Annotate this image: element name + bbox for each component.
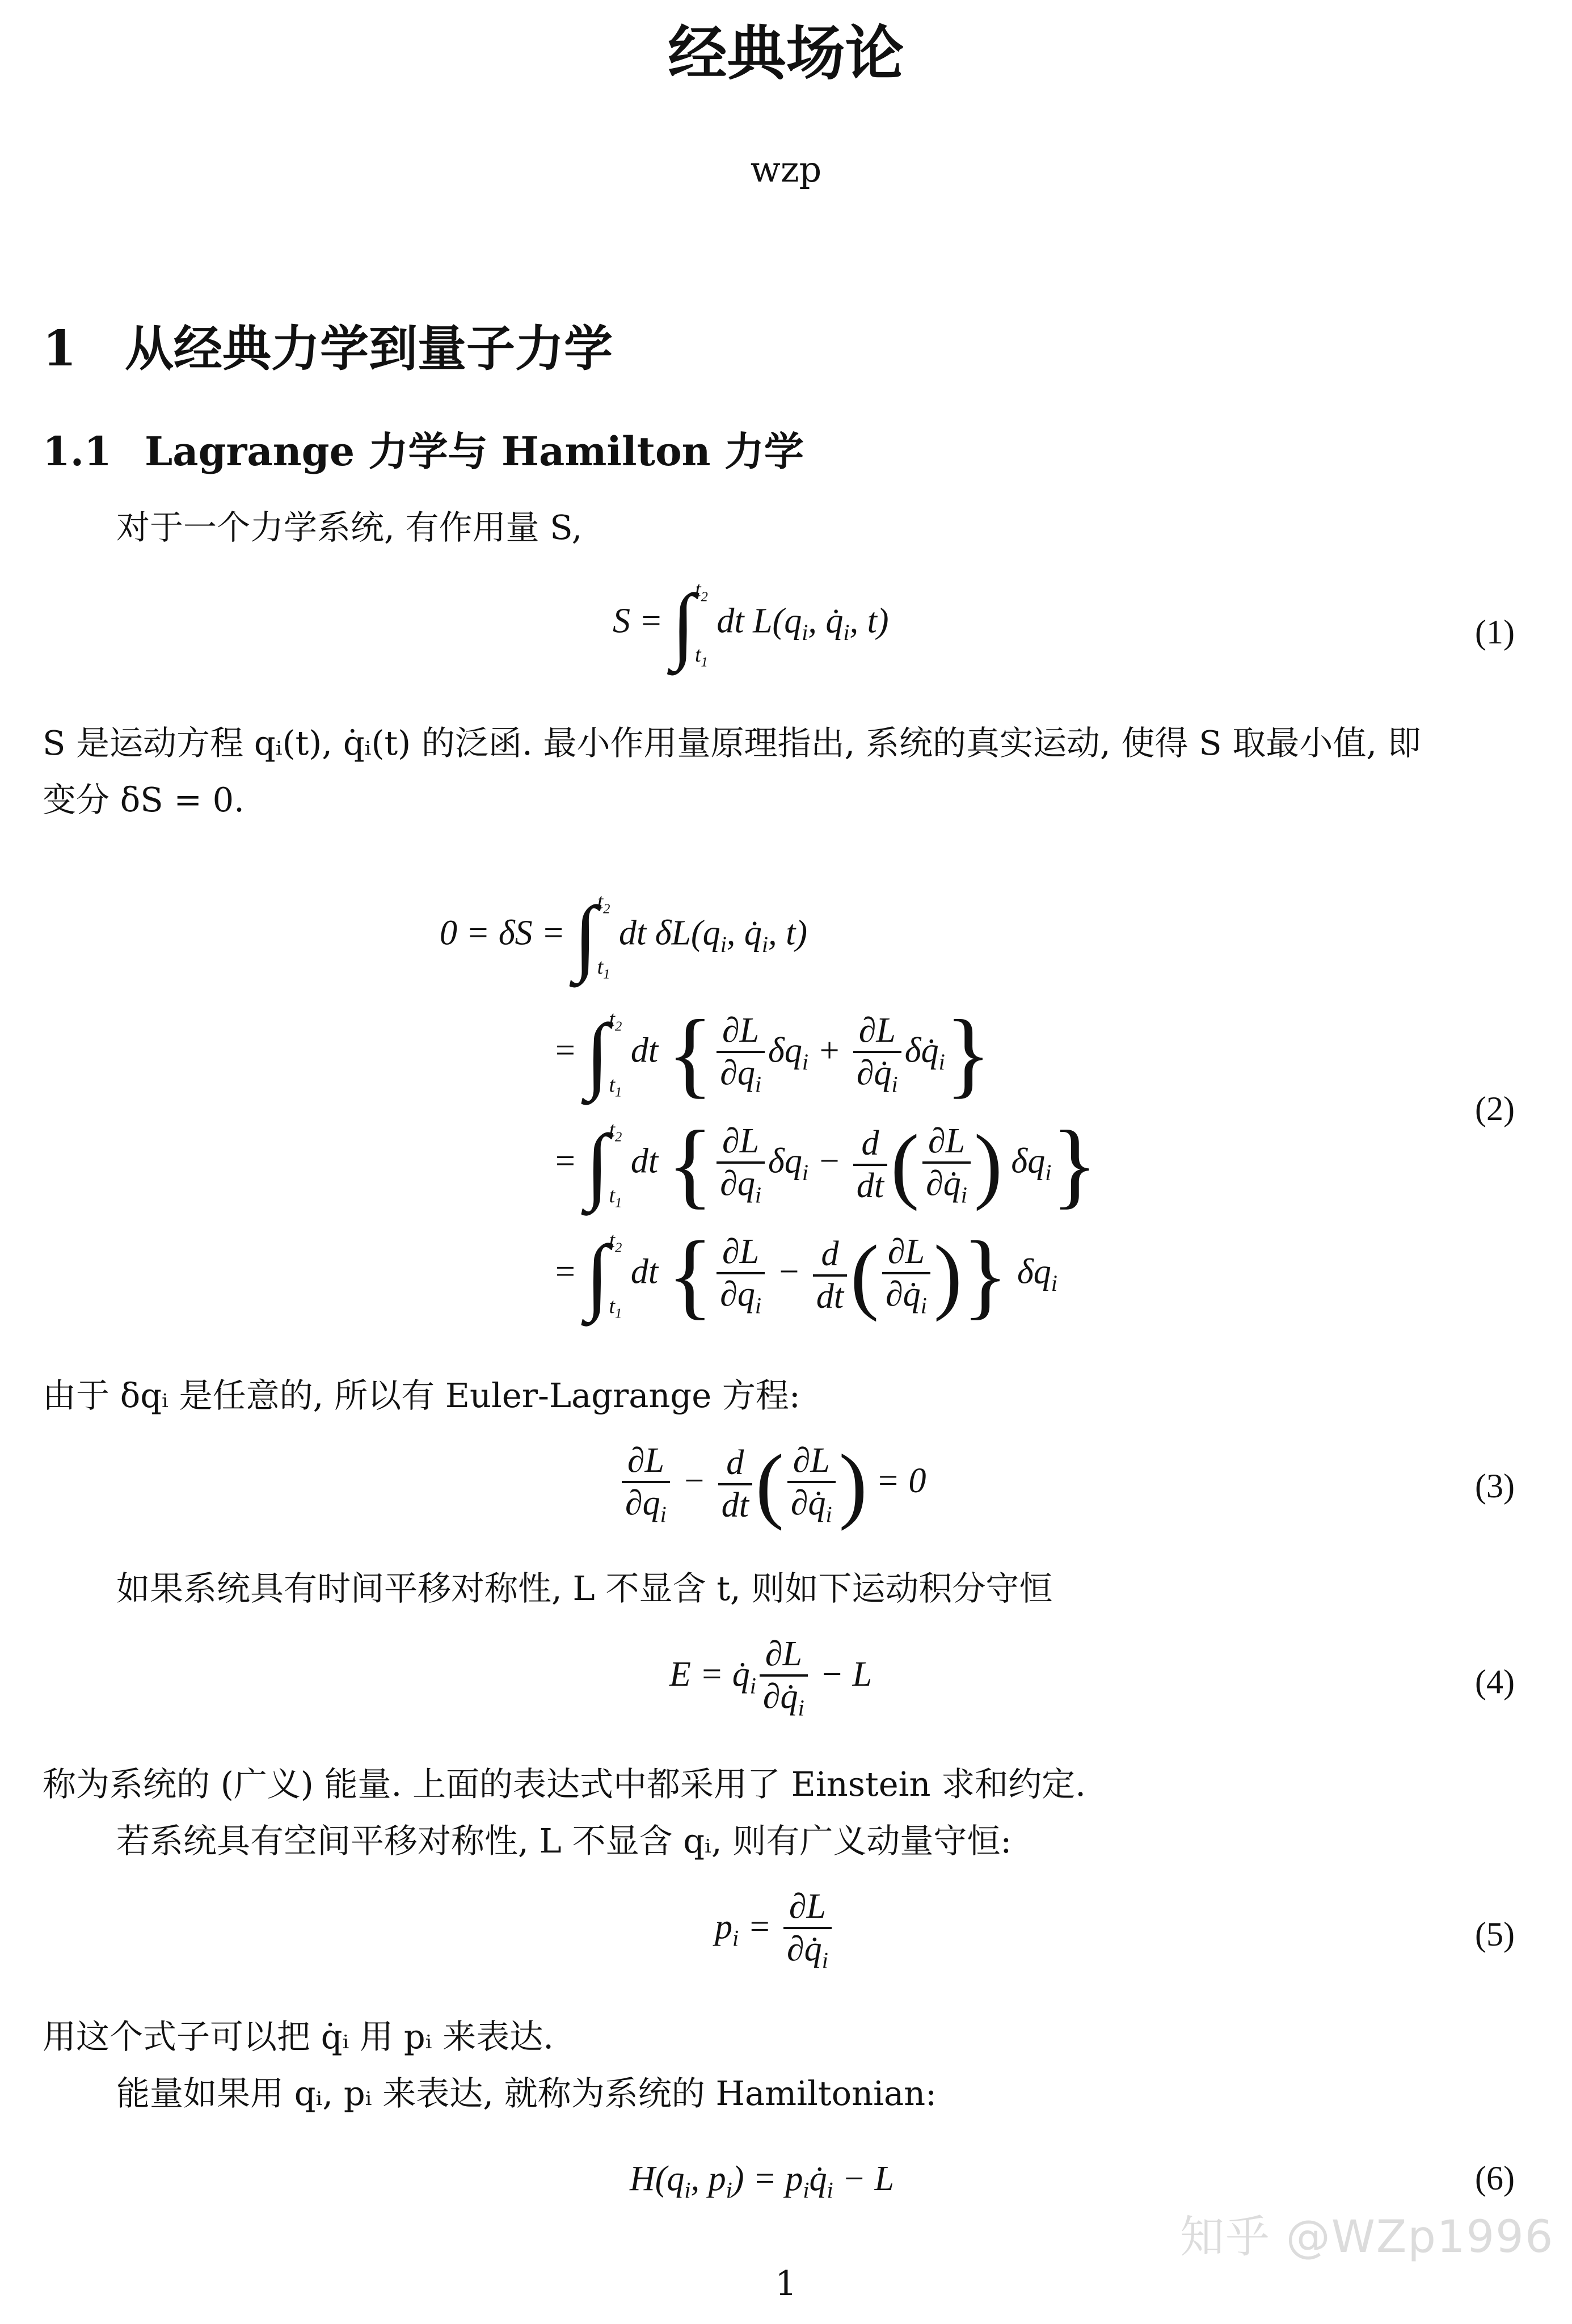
equation-4-body: $E = q̇_i$ $\frac{\partial L}{\partial q̇_i}$ − L: [669, 1635, 873, 1721]
equation-2-line-2: = ∫ $t_2$ $t_1$ dt { $\frac{\partial L}{\partial q_i}$ $\delta q_i$ + $\frac{\partial L}{\partial q̇_i}$ $\delta q̇_i$}: [553, 1000, 992, 1107]
equation-2-line-4: = ∫ $t_2$ $t_1$ dt { $\frac{\partial L}{\partial q_i}$ − $\frac{d}{dt}$ ( $\frac{\partial L}{\partial q̇_i}$ )} $\delta q_i$: [553, 1222, 1057, 1328]
equation-3: [0, 1435, 1572, 1549]
paragraph-1: 对于一个力学系统, 有作用量 S,: [116, 508, 583, 547]
paragraph-2-line-1: S 是运动方程 qᵢ(t), q̇ᵢ(t) 的泛函. 最小作用量原理指出, 系统的真实运动, 使得 S 取最小值, 即: [43, 723, 1421, 763]
section-number: 1: [43, 320, 77, 377]
equation-4-number: (4): [1475, 1663, 1515, 1700]
equation-2-line-3: = ∫ $t_2$ $t_1$ dt { $\frac{\partial L}{\partial q_i}$ $\delta q_i$ − $\frac{d}{dt}$ ( $\frac{\partial L}{\partial q̇_i}$ ) $\delta q_i$}: [553, 1111, 1098, 1218]
document-title: 经典场论: [668, 18, 904, 88]
equation-3-body: $\frac{\partial L}{\partial q_i}$ − $\frac{d}{dt}$ ( $\frac{\partial L}{\partial q̇_i}$ ) = 0: [618, 1435, 926, 1533]
subsection-number: 1.1: [43, 428, 112, 475]
equation-6-body: $H(q_i$, $p_i$) = $p_iq̇_i - L$: [630, 2159, 895, 2203]
equation-5: [0, 1887, 1572, 1994]
equation-1-body: S = ∫ $t_2$ $t_1$ dt $L(q_i$, $q̇_i$, t): [613, 577, 889, 672]
page-number: 1: [775, 2264, 797, 2304]
paragraph-3: 由于 δqᵢ 是任意的, 所以有 Euler-Lagrange 方程:: [43, 1376, 800, 1415]
equation-2-number: (2): [1475, 1090, 1515, 1127]
equation-3-number: (3): [1475, 1467, 1515, 1505]
section-heading: [43, 309, 613, 380]
watermark: 知乎 @WZp1996: [1180, 2212, 1554, 2263]
paragraph-2-line-2: 变分 δS = 0.: [43, 780, 245, 819]
equation-6-number: (6): [1475, 2159, 1515, 2197]
equation-1: [0, 579, 1572, 692]
paragraph-8: 能量如果用 qᵢ, pᵢ 来表达, 就称为系统的 Hamiltonian:: [116, 2074, 937, 2113]
section-title: 从经典力学到量子力学: [125, 320, 613, 377]
equation-1-number: (1): [1475, 613, 1515, 651]
equation-5-body: $p_i$ = $\frac{\partial L}{\partial q̇_i}$: [715, 1887, 835, 1973]
equation-2: [0, 891, 1572, 1345]
equation-5-number: (5): [1475, 1915, 1515, 1953]
subsection-heading: [43, 420, 804, 477]
paragraph-4: 如果系统具有时间平移对称性, L 不显含 t, 则如下运动积分守恒: [116, 1569, 1053, 1608]
paragraph-7: 用这个式子可以把 q̇ᵢ 用 pᵢ 来表达.: [43, 2017, 554, 2056]
equation-2-line-1: 0 = δS = ∫ $t_2$ $t_1$ dt $\delta L(q_i$, $q̇_i$, t): [440, 889, 807, 984]
paragraph-6: 若系统具有空间平移对称性, L 不显含 qᵢ, 则有广义动量守恒:: [116, 1821, 1012, 1860]
subsection-title: Lagrange 力学与 Hamilton 力学: [145, 428, 804, 475]
equation-4: [0, 1634, 1572, 1742]
document-author: wzp: [750, 149, 822, 190]
paragraph-5: 称为系统的 (广义) 能量. 上面的表达式中都采用了 Einstein 求和约定.: [43, 1765, 1086, 1804]
